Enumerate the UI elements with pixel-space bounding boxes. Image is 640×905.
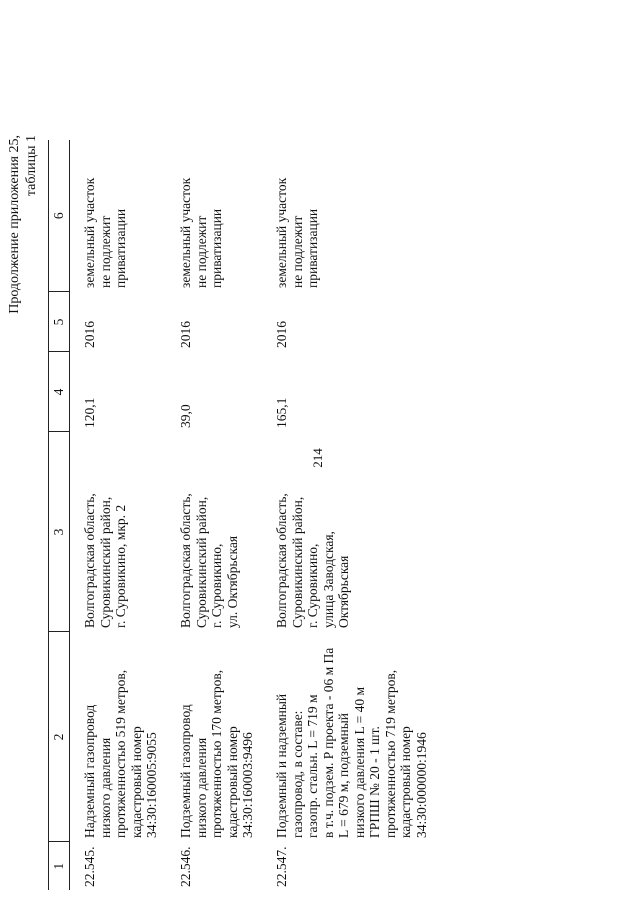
value-cell: 120,1	[82, 397, 97, 428]
text-line: не подлежит	[193, 215, 209, 288]
caption-line-2: таблицы 1	[24, 135, 39, 197]
text-line: 34:30:160005:9055	[144, 732, 159, 838]
object-name-cell	[70, 632, 167, 842]
value-cell: 165,1	[274, 397, 289, 428]
text-line: земельный участок	[274, 177, 289, 288]
text-line: протяженностью 170 метров,	[209, 669, 224, 838]
text-line: Подземный и надземный	[274, 693, 289, 838]
text-line: L = 679 м, подземный	[336, 712, 351, 838]
year-cell: 2016	[178, 321, 193, 348]
property-table	[48, 140, 429, 890]
text-line: г. Суровикино,	[209, 543, 224, 628]
text-line: земельный участок	[82, 177, 97, 288]
text-line: ГРПШ № 20 - 1 шт.	[367, 726, 382, 838]
text-line: земельный участок	[178, 177, 193, 288]
address-cell	[166, 432, 262, 632]
text-line: не подлежит	[97, 215, 113, 288]
value-cell: 39,0	[178, 404, 193, 428]
text-line: Суровикинский район,	[193, 496, 209, 628]
text-line: приватизации	[113, 208, 128, 288]
text-line: приватизации	[209, 208, 224, 288]
column-header-1: 1	[49, 842, 70, 890]
table-caption	[6, 135, 40, 890]
text-line: 34:30:000000:1946	[413, 732, 429, 838]
caption-line-1: Продолжение приложения 25,	[7, 135, 22, 314]
text-line: г. Суровикино, мкр. 2	[113, 504, 128, 628]
text-line: Суровикинский район,	[97, 496, 113, 628]
text-line: г. Суровикино,	[305, 543, 320, 628]
text-line: кадастровый номер	[128, 726, 144, 838]
text-line: Октябрьская	[336, 555, 351, 628]
year-cell: 2016	[82, 321, 97, 348]
address-cell	[70, 432, 167, 632]
text-line: Надземный газопровод	[82, 704, 97, 838]
page-number: 214	[310, 448, 325, 468]
text-line: приватизации	[305, 208, 320, 288]
column-header-3: 3	[49, 432, 70, 632]
text-line: 34:30:160003:9496	[240, 732, 255, 838]
note-cell	[166, 140, 262, 292]
column-header-5: 5	[49, 292, 70, 352]
note-cell	[262, 140, 429, 292]
row-number: 22.547.	[274, 846, 289, 887]
text-line: кадастровый номер	[398, 726, 413, 838]
year-cell: 2016	[274, 321, 289, 348]
object-name-cell	[166, 632, 262, 842]
text-line: Волгоградская область,	[82, 493, 97, 628]
text-line: ул. Октябрьская	[224, 535, 240, 628]
rotated-page-content	[0, 90, 640, 890]
column-header-2: 2	[49, 632, 70, 842]
table-row	[70, 140, 167, 890]
row-number: 22.546.	[178, 846, 193, 887]
table-row	[166, 140, 262, 890]
text-line: не подлежит	[289, 215, 305, 288]
text-line: кадастровый номер	[224, 726, 240, 838]
text-line: протяженностью 719 метров,	[382, 669, 398, 838]
header-row	[49, 140, 70, 890]
object-name-cell	[262, 632, 429, 842]
note-cell	[70, 140, 167, 292]
column-header-4: 4	[49, 352, 70, 432]
text-line: низкого давления	[193, 737, 209, 838]
text-line: Волгоградская область,	[274, 493, 289, 628]
text-line: улица Заводская,	[320, 531, 336, 628]
text-line: Подземный газопровод	[178, 704, 193, 838]
text-line: газопр. стальн. L = 719 м	[305, 694, 320, 838]
text-line: Суровикинский район,	[289, 496, 305, 628]
text-line: низкого давления L = 40 м	[351, 686, 367, 838]
row-number: 22.545.	[82, 846, 97, 887]
text-line: низкого давления	[97, 737, 113, 838]
column-header-6: 6	[49, 140, 70, 292]
text-line: Волгоградская область,	[178, 493, 193, 628]
text-line: в т.ч. подзем. P проекта - 06 м Па	[320, 647, 336, 838]
text-line: газопровод, в составе:	[289, 710, 305, 838]
address-cell	[262, 432, 429, 632]
table-row	[262, 140, 429, 890]
text-line: протяженностью 519 метров,	[113, 669, 128, 838]
